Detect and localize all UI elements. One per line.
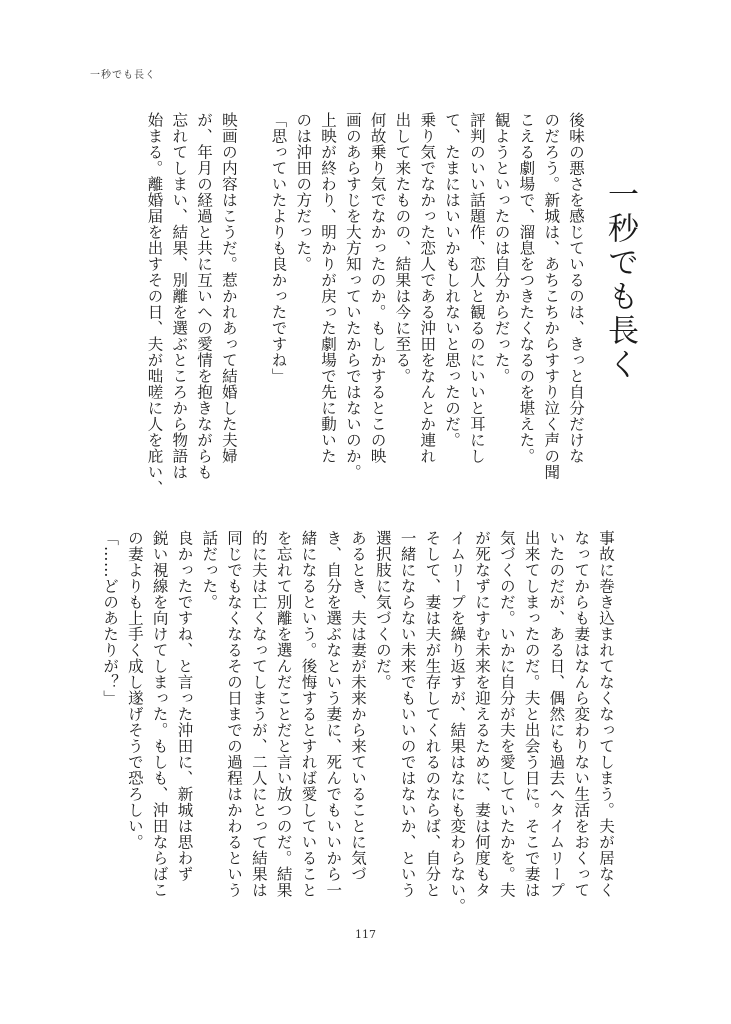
text-line: 的に夫は亡くなってしまうが、二人にとって結果は [249, 530, 268, 898]
page-number: 117 [355, 928, 376, 941]
text-line: そして、妻は夫が生存してくれるのならば、自分と [423, 530, 442, 898]
text-line [241, 112, 266, 497]
body-text-upper [88, 112, 588, 497]
text-line: 一緒にならない未来でもいいのではないか、という [398, 530, 417, 898]
body-text-lower [101, 530, 618, 915]
text-line: 同じでもなくなるその日までの過程はかわるという [225, 530, 244, 898]
running-header: 一秒でも長く [90, 70, 156, 81]
text-line: のだろう。新城は、あちこちからすすり泣く声の聞 [542, 112, 561, 480]
chapter-title: 一秒でも長く [602, 178, 638, 382]
text-line: のは沖田の方だった。 [294, 112, 313, 272]
text-line: 良かったですね、と言った沖田に、新城は思わず [175, 530, 194, 882]
text-line: いたのだが、ある日、偶然にも過去へタイムリープ [547, 530, 566, 898]
text-line: 事故に巻き込まれてなくなってしまう。夫が居なく [597, 530, 615, 898]
text-line: 観ようといったのは自分からだった。 [492, 112, 511, 384]
text-line: なってからも妻はなんら変わりない生活をおくって [572, 530, 591, 898]
text-line: こえる劇場で、溜息をつきたくなるのを堪えた。 [517, 112, 536, 464]
text-line: て、たまにはいいかもしれないと思ったのだ。 [443, 112, 462, 448]
text-line: が、年月の経過と共に互いへの愛情を抱きながらも [195, 112, 214, 480]
text-line: 気づくのだ。いかに自分が夫を愛していたかを。夫 [497, 530, 516, 898]
text-line: 何故乗り気でなかったのか。もしかするとこの映 [368, 112, 387, 464]
text-line: 話だった。 [200, 530, 219, 610]
text-line: 「思っていたよりも良かったですね」 [269, 112, 288, 384]
text-line: を忘れて別離を選んだことだと言い放つのだ。結果 [274, 530, 293, 898]
text-line: イムリープを繰り返すが、結果はなにも変わらない。 [448, 530, 467, 914]
text-line: 後味の悪さを感じているのは、きっと自分だけな [567, 112, 585, 464]
text-line: 選択肢に気づくのだ。 [373, 530, 392, 690]
text-line: 上映が終わり、明かりが戻った劇場で先に動いた [319, 112, 338, 464]
text-line: 出来てしまったのだ。夫と出会う日に。そこで妻は [522, 530, 541, 898]
text-line: が死なずにすむ未来を迎えるために、妻は何度もタ [473, 530, 492, 898]
text-line: 鋭い視線を向けてしまった。もしも、沖田ならばこ [150, 530, 169, 898]
text-line: の妻よりも上手く成し遂げそうで恐ろしい。 [125, 530, 144, 850]
text-line: あるとき、夫は妻が未来から来ていることに気づ [349, 530, 368, 882]
text-line: 映画の内容はこうだ。惹かれあって結婚した夫婦 [219, 112, 238, 464]
text-line: 始まる。離婚届を出すその日、夫が咄嗟に人を庇い、 [145, 112, 164, 496]
text-line: 評判のいい話題作、恋人と観るのにいいと耳にし [467, 112, 486, 464]
text-line: 出して来たものの、結果は今に至る。 [393, 112, 412, 384]
text-line: 画のあらすじを大方知っていたからではないのか。 [343, 112, 362, 480]
text-line: 乗り気でなかった恋人である沖田をなんとか連れ [418, 112, 437, 464]
text-line: き、自分を選ぶなという妻に、死んでもいいから一 [324, 530, 343, 898]
text-line: 「……どのあたりが？」 [101, 530, 120, 706]
text-line: 忘れてしまい、結果、別離を選ぶところから物語は [170, 112, 189, 480]
text-line: 緒になるという。後悔するとすれば愛していること [299, 530, 318, 898]
